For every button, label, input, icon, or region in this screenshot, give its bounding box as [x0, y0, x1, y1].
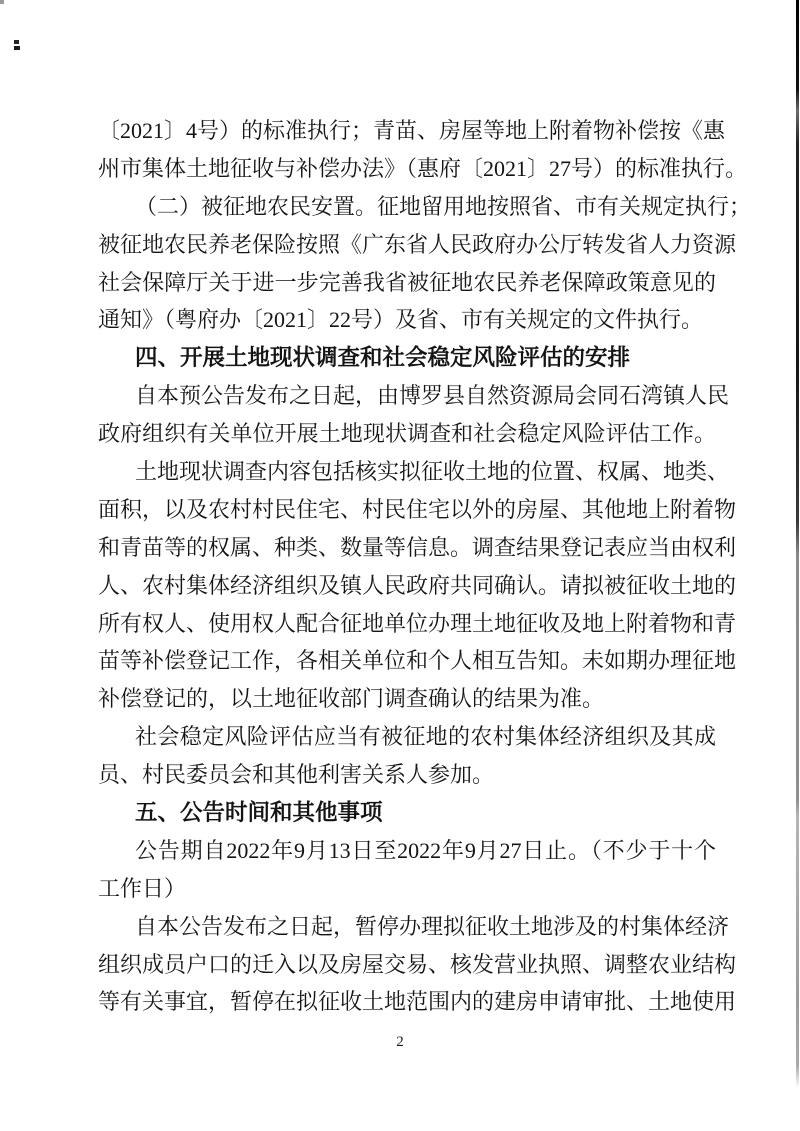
text-line: 员、村民委员会和其他利害关系人参加。 [98, 762, 495, 788]
text-line: 苗等补偿登记工作，各相关单位和个人相互告知。未如期办理征地 [98, 648, 737, 674]
text-line: 组织成员户口的迁入以及房屋交易、核发营业执照、调整农业结构 [98, 951, 737, 977]
scan-speck-corner [0, 0, 4, 4]
text-line: （二）被征地农民安置。征地留用地按照省、市有关规定执行； [135, 193, 752, 219]
text-line: 等有关事宜，暂停在拟征收土地范围内的建房申请审批、土地使用 [98, 989, 737, 1015]
text-line: 州市集体土地征收与补偿办法》（惠府〔2021〕27号）的标准执行。 [98, 155, 748, 181]
section-heading-five: 五、公告时间和其他事项 [135, 800, 383, 826]
document-body [98, 112, 752, 1021]
scan-speck-1 [14, 40, 19, 44]
text-line: 自本预公告发布之日起，由博罗县自然资源局会同石湾镇人民 [135, 383, 730, 409]
section-heading-four: 四、开展土地现状调查和社会稳定风险评估的安排 [135, 345, 631, 371]
text-line: 政府组织有关单位开展土地现状调查和社会稳定风险评估工作。 [98, 421, 716, 447]
text-line: 面积，以及农村村民住宅、村民住宅以外的房屋、其他地上附着物 [98, 496, 737, 522]
scan-speck-2 [14, 46, 20, 50]
text-line: 土地现状调查内容包括核实拟征收土地的位置、权属、地类、 [135, 459, 730, 485]
text-line: 补偿登记的，以土地征收部门调查确认的结果为准。 [98, 686, 605, 712]
text-line: 工作日） [98, 875, 187, 901]
scan-edge-line [796, 0, 799, 1110]
text-line: 所有权人、使用权人配合征地单位办理土地征收及地上附着物和青 [98, 610, 737, 636]
text-line: 被征地农民养老保险按照《广东省人民政府办公厅转发省人力资源 [98, 231, 737, 257]
text-line: 人、农村集体经济组织及镇人民政府共同确认。请拟被征收土地的 [98, 572, 737, 598]
page-number: 2 [396, 1034, 404, 1050]
text-line: 自本公告发布之日起，暂停办理拟征收土地涉及的村集体经济 [135, 913, 730, 939]
text-line: 社会稳定风险评估应当有被征地的农村集体经济组织及其成 [135, 724, 716, 750]
text-line: 公告期自2022年9月13日至2022年9月27日止。（不少于十个 [135, 837, 716, 863]
text-line: 通知》（粤府办〔2021〕22号）及省、市有关规定的文件执行。 [98, 307, 704, 333]
text-line: 〔2021〕4号）的标准执行；青苗、房屋等地上附着物补偿按《惠 [98, 118, 726, 143]
text-line: 和青苗等的权属、种类、数量等信息。调查结果登记表应当由权利 [98, 534, 737, 560]
text-line: 社会保障厅关于进一步完善我省被征地农民养老保障政策意见的 [98, 269, 716, 295]
